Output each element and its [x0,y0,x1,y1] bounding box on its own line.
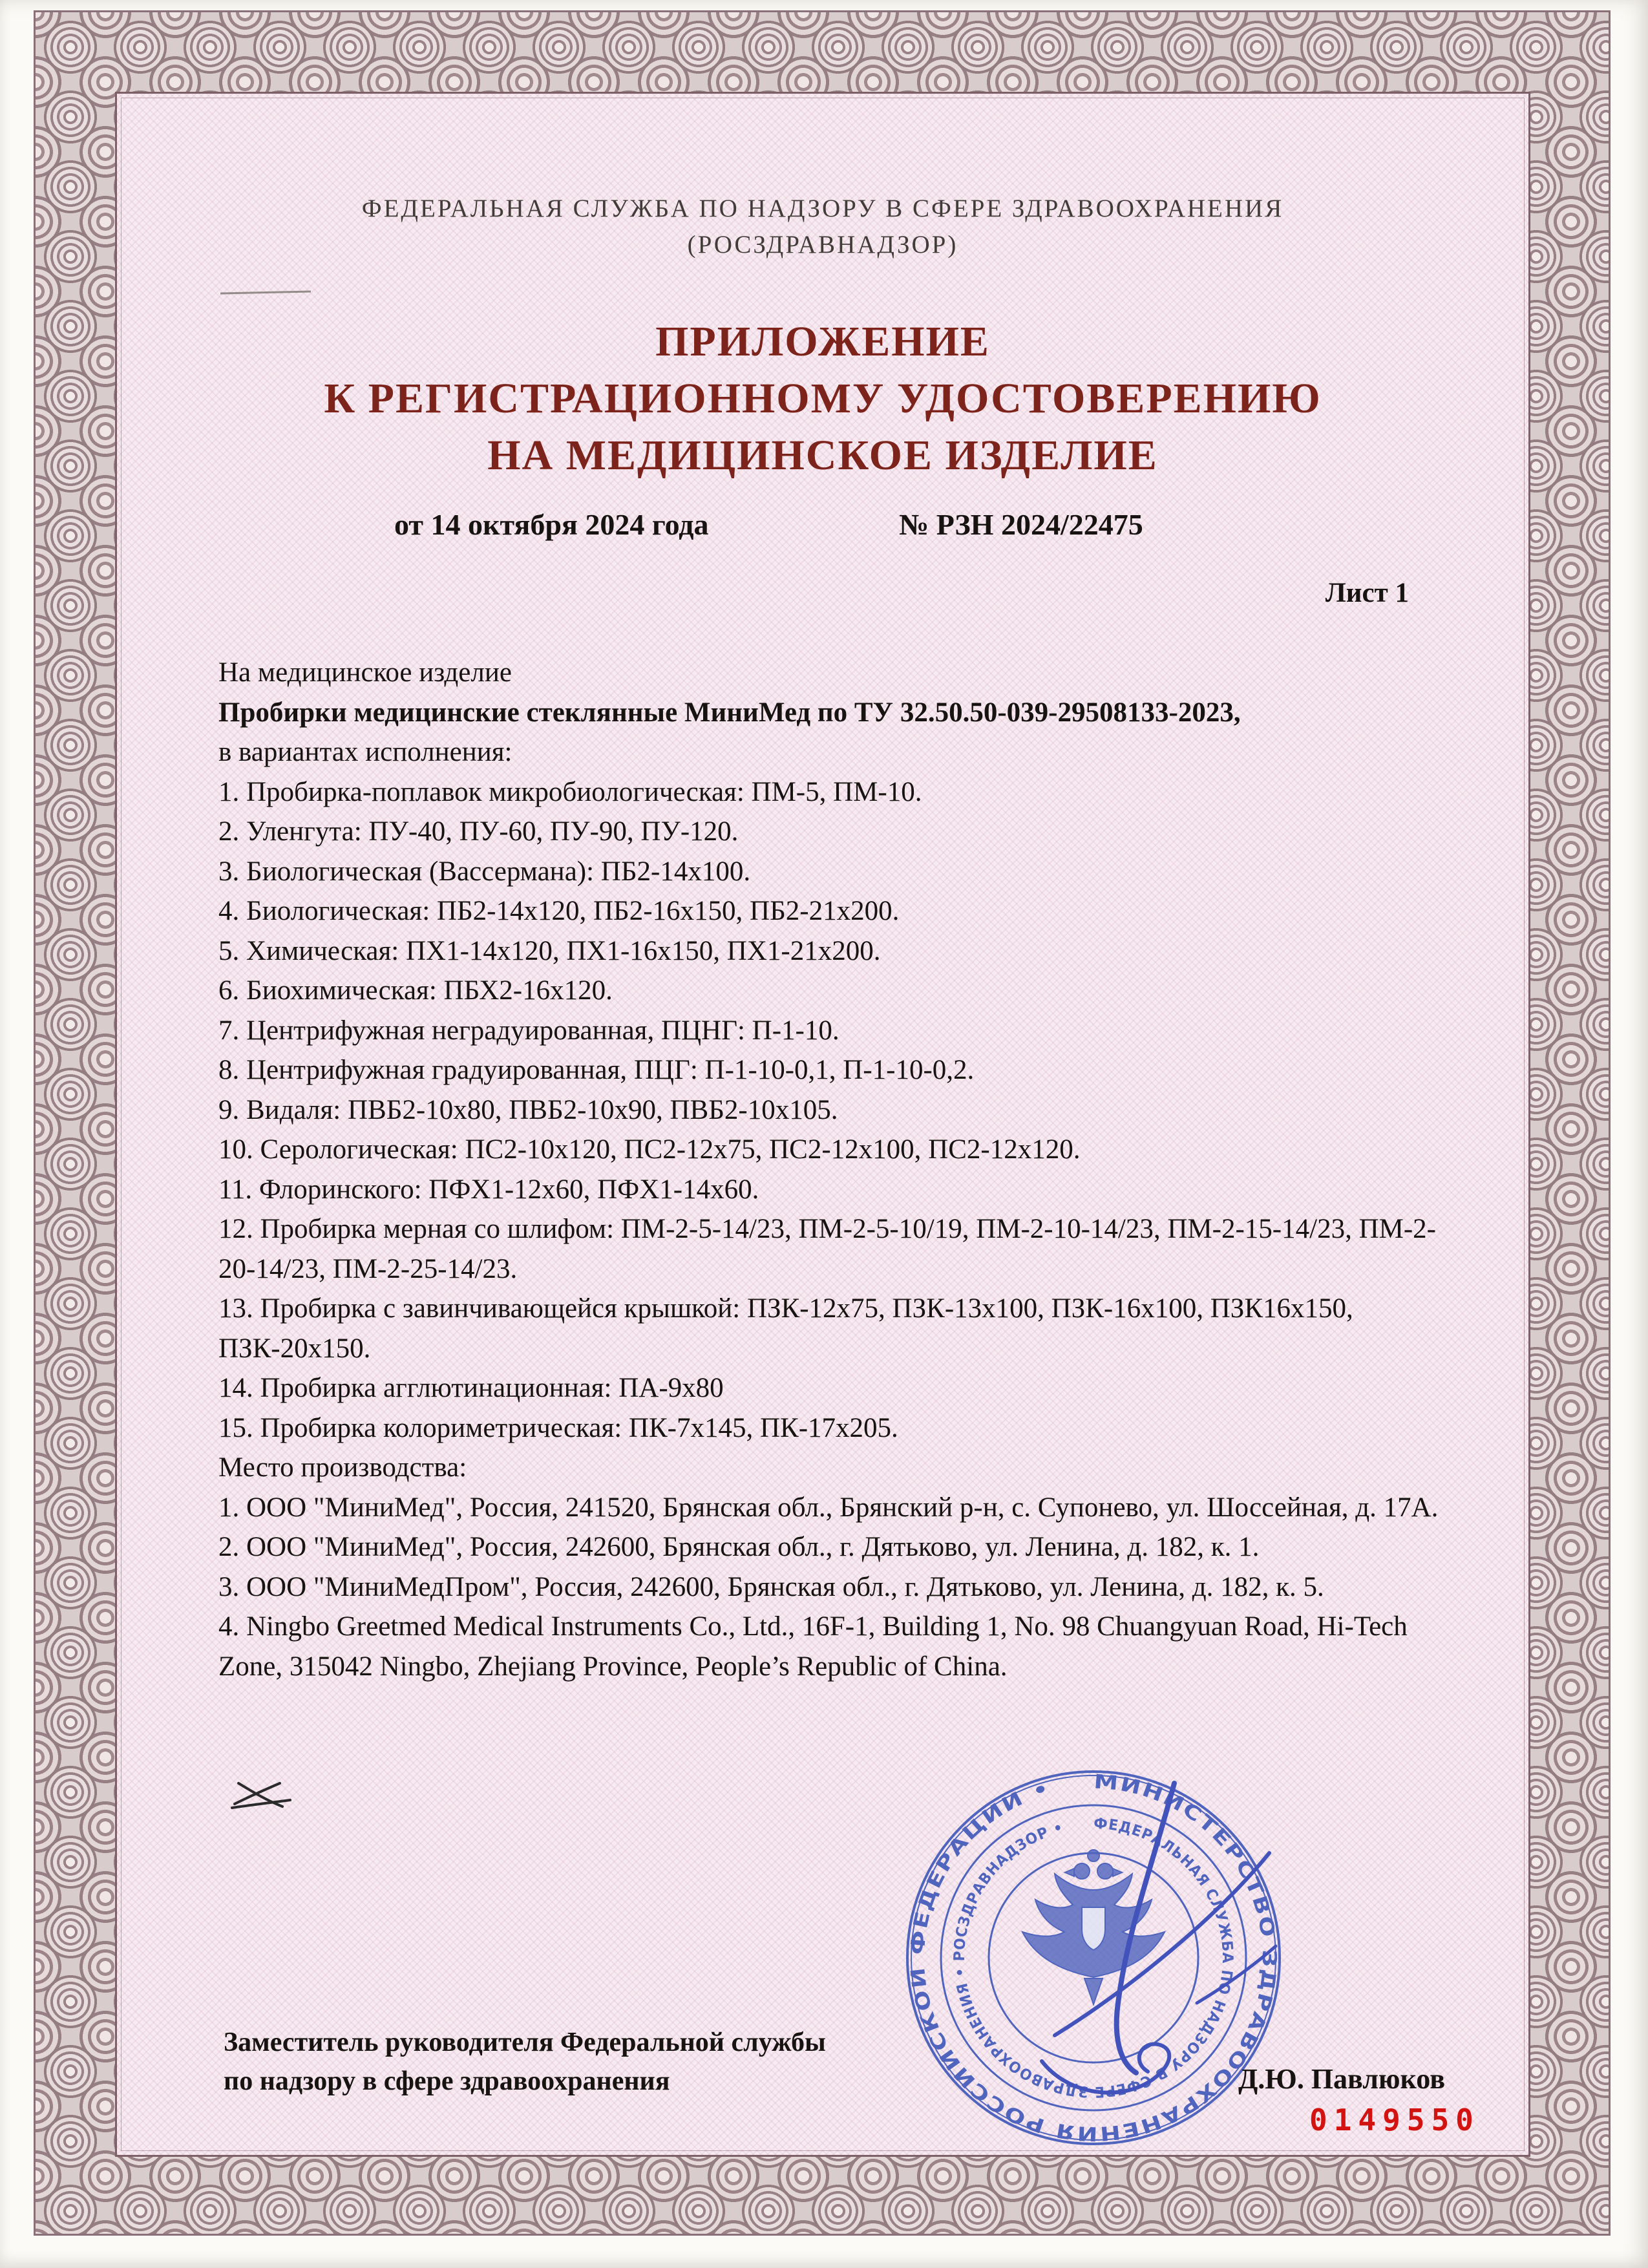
signer-title-line1: Заместитель руководителя Федеральной службы [224,2028,826,2057]
variant-item: 1. Пробирка-поплавок микробиологическая: ПМ-5, ПМ-10. [218,776,922,807]
seal-inner-ring-text: ФЕДЕРАЛЬНАЯ СЛУЖБА ПО НАДЗОРУ В СФЕРЕ ЗДРАВООХРАНЕНИЯ • РОСЗДРАВНАДЗОР • [951,1815,1236,2101]
device-name: Пробирки медицинские стеклянные МиниМед по ТУ 32.50.50-039-29508133-2023, [218,697,1241,728]
variant-item: 10. Серологическая: ПС2-10х120, ПС2-12х75, ПС2-12х100, ПС2-12х120. [218,1134,1081,1165]
variant-item: 15. Пробирка колориметрическая: ПК-7х145, ПК-17х205. [218,1412,898,1443]
title-line2: К РЕГИСТРАЦИОННОМУ УДОСТОВЕРЕНИЮ [324,375,1322,422]
meta-row [218,507,1439,553]
signer-name: Д.Ю. Павлюков [1238,2063,1445,2095]
variant-item: 8. Центрифужная градуированная, ПЦГ: П-1-10-0,1, П-1-10-0,2. [218,1055,975,1085]
pen-mark [220,291,311,295]
title-line3: НА МЕДИЦИНСКОЕ ИЗДЕЛИЕ [487,432,1158,479]
title-line1: ПРИЛОЖЕНИЕ [655,318,990,365]
variant-item: 5. Химическая: ПХ1-14х120, ПХ1-16х150, ПХ1-21х200. [218,935,881,966]
variant-item: 12. Пробирка мерная со шлифом: ПМ-2-5-14/23, ПМ-2-5-10/19, ПМ-2-10-14/23, ПМ-2-15-14/23, ПМ-2-20-14/23, ПМ-2-25-14/23. [218,1214,1437,1284]
certificate-content [117,94,1528,2155]
production-site: 3. ООО "МиниМедПром", Россия, 242600, Брянская обл., г. Дятьково, ул. Ленина, д. 182, к. 5. [218,1571,1324,1602]
sheet-number: Лист 1 [1325,578,1409,608]
issuing-agency-header [117,191,1528,263]
registration-number: № РЗН 2024/22475 [899,508,1143,541]
body-text [218,653,1446,1686]
intro-line: На медицинское изделие [218,657,512,688]
variant-item: 13. Пробирка с завинчивающейся крышкой: ПЗК-12х75, ПЗК-13х100, ПЗК-16х100, ПЗК16х150, ПЗК-20х150. [218,1293,1353,1364]
issuing-agency-line2: (РОСЗДРАВНАДЗОР) [687,231,958,259]
production-site: 1. ООО "МиниМед", Россия, 241520, Брянская обл., Брянский р-н, с. Супонево, ул. Шоссейная, д. 17А. [218,1492,1439,1523]
certificate-inner-panel [115,92,1530,2157]
variants-label: в вариантах исполнения: [218,737,512,767]
variant-item: 6. Биохимическая: ПБХ2-16х120. [218,975,613,1006]
production-site: 2. ООО "МиниМед", Россия, 242600, Брянская обл., г. Дятьково, ул. Ленина, д. 182, к. 1. [218,1532,1260,1562]
form-serial-number: 0149550 [1309,2103,1480,2137]
issuing-agency-line1: ФЕДЕРАЛЬНАЯ СЛУЖБА ПО НАДЗОРУ В СФЕРЕ ЗДРАВООХРАНЕНИЯ [361,195,1284,222]
issue-date: от 14 октября 2024 года [394,508,709,541]
variant-item: 2. Уленгута: ПУ-40, ПУ-60, ПУ-90, ПУ-120. [218,816,739,847]
variant-item: 7. Центрифужная неградуированная, ПЦНГ: П-1-10. [218,1015,840,1046]
coat-of-arms-eagle-icon [1022,1850,1165,2004]
handwritten-initial [226,1772,297,1817]
variant-item: 3. Биологическая (Вассермана): ПБ2-14х100. [218,856,751,887]
official-seal [848,1699,1339,2190]
production-site: 4. Ningbo Greetmed Medical Instruments Co., Ltd., 16F-1, Building 1, No. 98 Chuangyuan Road, Hi-Tech Zone, 315042 Ningbo, Zhejiang Province, People’s Republic of China. [218,1611,1408,1682]
document-title [117,313,1528,484]
variant-item: 4. Биологическая: ПБ2-14х120, ПБ2-16х150, ПБ2-21х200. [218,896,900,926]
variant-item: 11. Флоринского: ПФХ1-12х60, ПФХ1-14х60. [218,1174,759,1205]
variant-item: 9. Видаля: ПВБ2-10х80, ПВБ2-10х90, ПВБ2-10х105. [218,1094,838,1125]
signer-title-line2: по надзору в сфере здравоохранения [224,2066,670,2096]
variant-item: 14. Пробирка агглютинационная: ПА-9х80 [218,1373,724,1403]
signer-title [224,2023,826,2101]
seal-outer-ring-text: МИНИСТЕРСТВО ЗДРАВООХРАНЕНИЯ РОССИЙСКОЙ ФЕДЕРАЦИИ • [906,1770,1281,2145]
production-label: Место производства: [218,1452,467,1483]
